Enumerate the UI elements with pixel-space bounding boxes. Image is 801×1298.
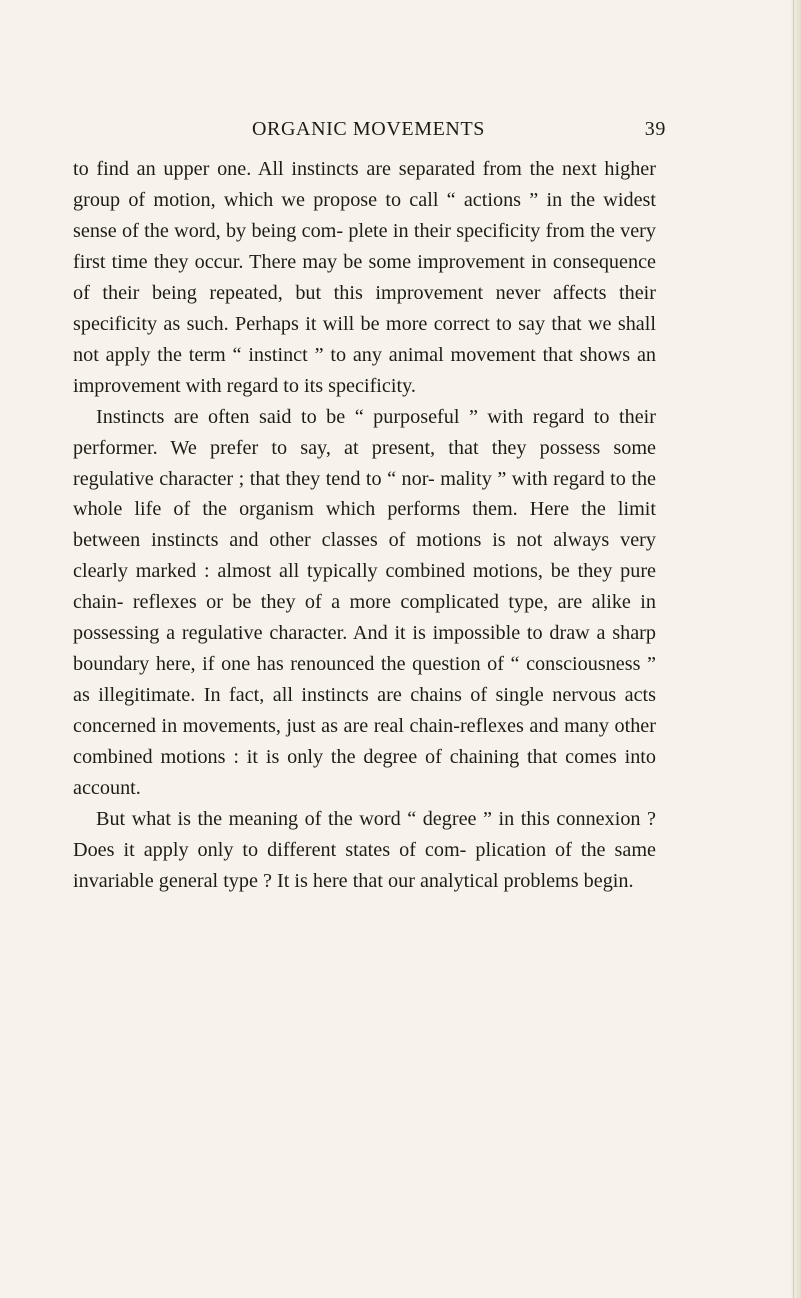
- page-edge: [791, 0, 801, 1298]
- paragraph-2: Instincts are often said to be “ purposeful ” with regard to their performer. We prefer to say, at present, that they possess some regulative character ; that they tend to “ nor- mality ” with regard to the whole life of the organism which performs them. Here the limit between instincts and other classes of motions is not always very clearly marked : almost all typically combined motions, be they pure chain- reflexes or be they of a more complicated type, are alike in possessing a regulative character. And it is impossible to draw a sharp boundary here, if one has renounced the question of “ consciousness ” as illegitimate. In fact, all instincts are chains of single nervous acts concerned in movements, just as are real chain-reflexes and many other combined motions : it is only the degree of chaining that comes into account.: [73, 405, 656, 800]
- running-head-title: ORGANIC MOVEMENTS: [252, 118, 485, 140]
- paragraph-1: to find an upper one. All instincts are separated from the next higher group of motion, which we propose to call “ actions ” in the widest sense of the word, by being com- plete in their specificity from the very first time they occur. There may be some improvement in consequence of their being repeated, but this improvement never affects their specificity as such. Perhaps it will be more correct to say that we shall not apply the term “ instinct ” to any animal movement that shows an improvement with regard to its specificity.: [73, 158, 656, 397]
- page-number: 39: [644, 118, 666, 140]
- body-text: [73, 154, 656, 897]
- running-head: [252, 116, 672, 142]
- paragraph-3: But what is the meaning of the word “ degree ” in this connexion ? Does it apply only to different states of com- plication of the same invariable general type ? It is here that our analytical problems begin.: [73, 808, 656, 892]
